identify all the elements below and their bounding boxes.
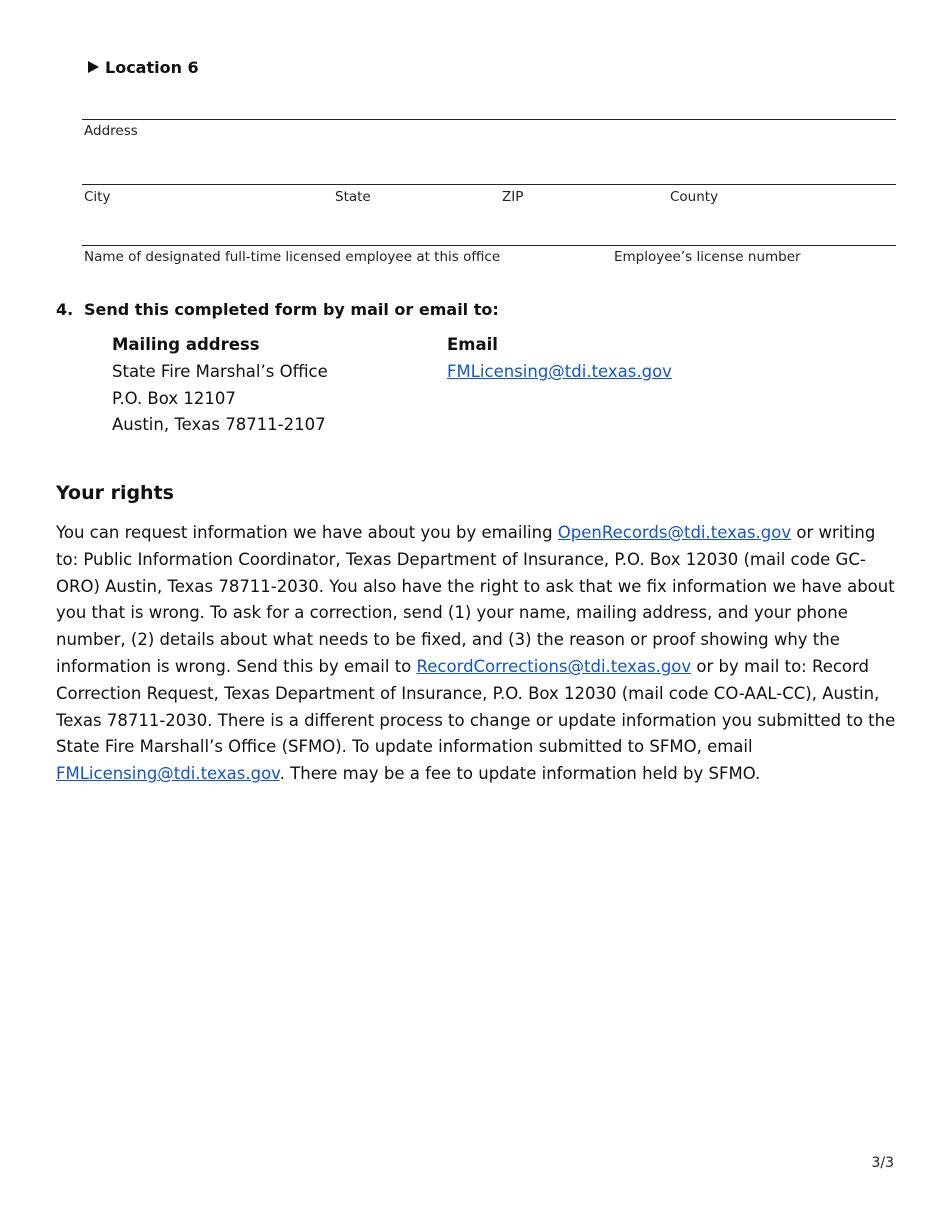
- fm-licensing-email-link[interactable]: FMLicensing@tdi.texas.gov: [56, 764, 280, 784]
- city-row-rule: [82, 184, 896, 185]
- your-rights-heading: Your rights: [56, 482, 174, 504]
- address-label: Address: [84, 123, 138, 139]
- open-records-email-link[interactable]: OpenRecords@tdi.texas.gov: [557, 523, 792, 542]
- state-label: State: [335, 189, 371, 205]
- employee-name-label: Name of designated full-time licensed employee at this office: [84, 249, 501, 265]
- location-6-toggle[interactable]: [88, 58, 199, 77]
- disclosure-triangle-icon: [88, 61, 99, 73]
- mailing-line: P.O. Box 12107: [112, 389, 236, 408]
- fm-licensing-email-link[interactable]: FMLicensing@tdi.texas.gov: [447, 362, 672, 381]
- section-number: 4.: [56, 300, 74, 319]
- section-title: Send this completed form by mail or email to:: [84, 300, 499, 319]
- mailing-line: State Fire Marshal’s Office: [112, 362, 328, 381]
- rights-line: Texas 78711-2030. There is a different process to change or update information you submitted to the: [56, 710, 896, 730]
- page-number: 3/3: [871, 1155, 894, 1171]
- rights-line: information is wrong. Send this by email to RecordCorrections@tdi.texas.gov or by mail to: Record: [56, 656, 869, 676]
- rights-line: FMLicensing@tdi.texas.gov. There may be a fee to update information held by SFMO.: [56, 764, 761, 784]
- record-corrections-email-link[interactable]: RecordCorrections@tdi.texas.gov: [416, 656, 692, 676]
- rights-line: Correction Request, Texas Department of Insurance, P.O. Box 12030 (mail code CO-AAL-CC), Austin,: [56, 683, 880, 703]
- mailing-line: Austin, Texas 78711-2107: [112, 415, 326, 434]
- email-heading: Email: [447, 335, 498, 354]
- location-heading: Location 6: [105, 58, 199, 77]
- county-label: County: [670, 189, 719, 205]
- zip-label: ZIP: [502, 189, 524, 205]
- rights-line: to: Public Information Coordinator, Texas Department of Insurance, P.O. Box 12030 (mail code GC-: [56, 549, 866, 569]
- rights-paragraph: [56, 520, 906, 788]
- rights-line: You can request information we have about you by emailing OpenRecords@tdi.texas.gov or writing: [56, 523, 876, 542]
- employee-row-rule: [82, 245, 896, 246]
- rights-line: you that is wrong. To ask for a correction, send (1) your name, mailing address, and your phone: [56, 603, 848, 623]
- address-field-rule: [82, 119, 896, 120]
- city-label: City: [84, 189, 111, 205]
- rights-line: ORO) Austin, Texas 78711-2030. You also have the right to ask that we fix information we have about: [56, 576, 895, 596]
- mailing-address-heading: Mailing address: [112, 335, 260, 354]
- rights-line: number, (2) details about what needs to be fixed, and (3) the reason or proof showing why the: [56, 630, 840, 650]
- license-number-label: Employee’s license number: [614, 249, 801, 265]
- rights-line: State Fire Marshall’s Office (SFMO). To update information submitted to SFMO, email: [56, 737, 753, 757]
